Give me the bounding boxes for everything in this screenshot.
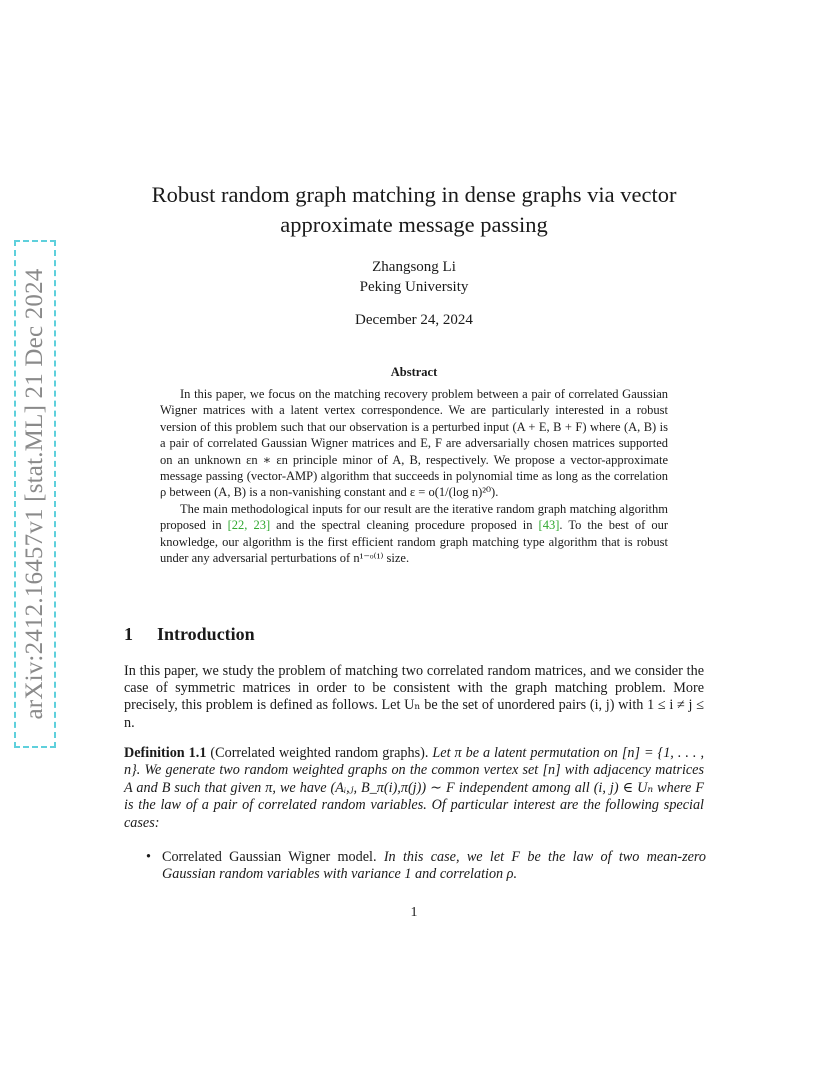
section-number: 1 [124, 624, 133, 644]
author-affiliation: Peking University [359, 279, 469, 295]
abstract-p2-text-a: The main methodological inputs for our result are the iterative random graph matching algorithm proposed in [160, 501, 668, 533]
definition-body: Let π be a latent permutation on [n] = {1, . . . , n}. We generate two random weighted graphs on the common vertex set [n] with adjacency matrices A and B such that given π, we have (Aᵢ,ⱼ, B_π(i),π(j)) ∼ F independent among all (i, j) ∈ Uₙ where F is the law of a pair of correlated random variables. Of particular interest are the following special cases: [124, 745, 704, 831]
citation-link-43[interactable]: [43] [538, 518, 560, 533]
definition-note: (Correlated weighted random graphs). [206, 745, 429, 761]
paper-date: December 24, 2024 [355, 312, 473, 328]
author-name: Zhangsong Li [372, 259, 456, 275]
abstract-paragraph-2 [160, 501, 668, 567]
paper-title: Robust random graph matching in dense graphs via vector approximate message passing [151, 182, 677, 237]
intro-text: In this paper, we study the problem of matching two correlated random matrices, and we consider the case of symmetric matrices in order to be consistent with the graph matching problem. More precisely, this problem is defined as follows. Let Uₙ be the set of unordered pairs (i, j) with 1 ≤ i ≠ j ≤ n. [124, 663, 704, 731]
list-item [146, 849, 706, 884]
abstract-body [160, 386, 668, 566]
definition-block [124, 745, 704, 832]
page-number: 1 [410, 905, 418, 920]
arxiv-stamp-text: arXiv:2412.16457v1 [stat.ML] 21 Dec 2024 [21, 268, 48, 720]
abstract-heading: Abstract [390, 365, 438, 379]
section-heading [124, 624, 255, 645]
abstract-paragraph-1: In this paper, we focus on the matching recovery problem between a pair of correlated Gaussian Wigner matrices with a latent vertex correspondence. We are particularly interested in a robust version of this problem such that our observation is a perturbed input (A + E, B + F) where (A, B) is a pair of correlated Gaussian Wigner matrices and E, F are adversarially chosen matrices supported on an unknown εn ∗ εn principle minor of A, B, respectively. We propose a vector-approximate message passing (vector-AMP) algorithm that succeeds in polynomial time as long as the correlation ρ between (A, B) is a non-vanishing constant and ε = o(1/(log n)²⁰). [160, 387, 668, 500]
abstract-p2-text-c: . To the best of our knowledge, our algorithm is the first efficient random graph matching type algorithm that is robust under any adversarial perturbations of n¹⁻ᵒ⁽¹⁾ size. [160, 518, 668, 566]
intro-paragraph [124, 663, 704, 732]
citation-link-22-23[interactable]: [22, 23] [227, 518, 271, 533]
abstract-p2-text-b: and the spectral cleaning procedure proposed in [270, 518, 539, 533]
bullet-icon: • [146, 849, 151, 865]
bullet-heading: Correlated Gaussian Wigner model. [162, 849, 377, 865]
bullet-body: In this case, we let F be the law of two mean-zero Gaussian random variables with variance 1 and correlation ρ. [162, 849, 706, 883]
section-title: Introduction [157, 624, 255, 644]
definition-label: Definition 1.1 [124, 745, 207, 761]
